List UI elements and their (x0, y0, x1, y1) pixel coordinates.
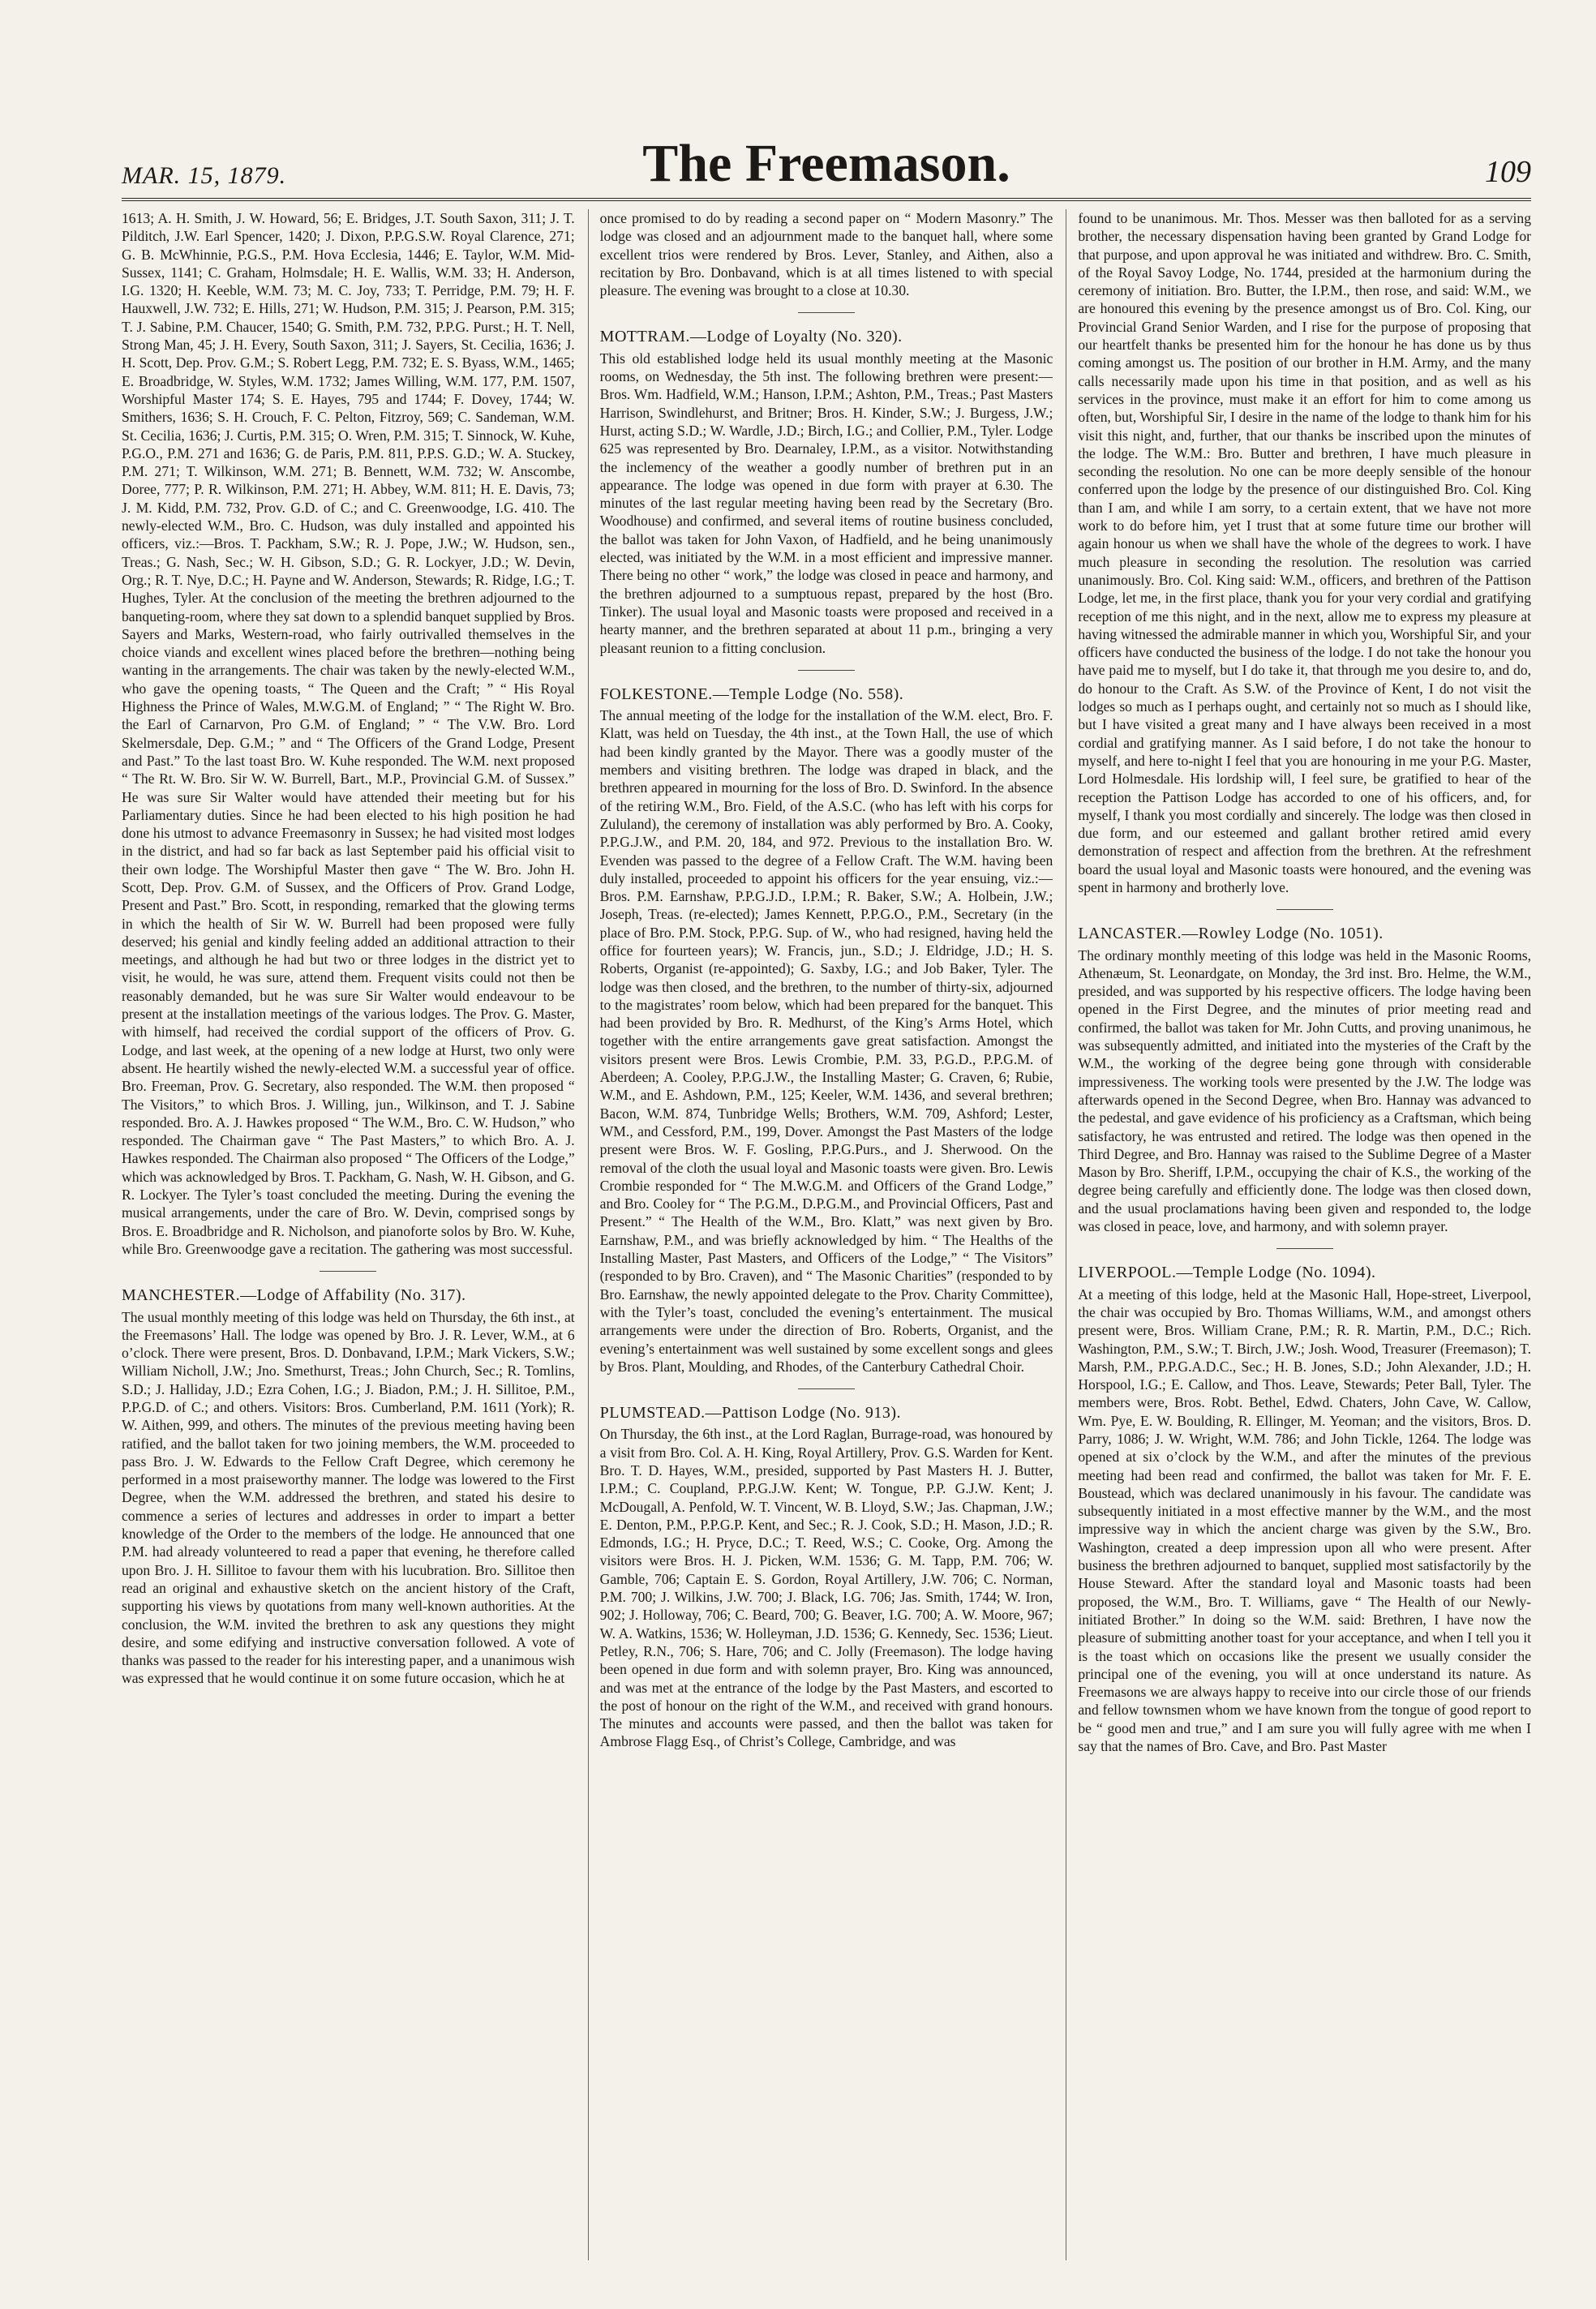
column-2 (588, 209, 1053, 2260)
article-paragraph: On Thursday, the 6th inst., at the Lord Raglan, Burrage-road, was honoured by a visit from Bro. Col. A. H. King, Royal Artillery, Prov. G.S. Warden for Kent. Bro. T. D. Hayes, W.M., presided, supported by Past Masters H. J. Butter, I.P.M.; C. Coupland, P.P.G.J.W. Kent; W. Tongue, P.P. G.J.W. Kent; J. McDougall, A. Penfold, W. T. Vincent, W. B. Lloyd, S.W.; Jas. Chapman, J.W.; E. Denton, P.M., P.P.G.P. Kent, and Sec.; R. J. Cook, S.D.; H. Mason, J.D.; R. Edmonds, I.G.; H. Pryce, D.C.; T. Reed, W.S.; C. Cooke, Org. Among the visitors were Bros. H. J. Picken, W.M. 1536; G. M. Tapp, P.M. 706; W. Gamble, 706; Captain E. S. Gordon, Royal Artillery, J.W. 706; C. Norman, P.M. 700; J. Wilkins, J.W. 700; J. Black, I.G. 706; Jas. Smith, 1744; W. Iron, 902; J. Holloway, 706; C. Beard, 700; G. Beaver, I.G. 700; A. W. Moore, 967; W. A. Watkins, 1536; W. Holleyman, J.D. 1536; G. Kennedy, Sec. 1536; Lieut. Petley, R.N., 706; S. Hare, 706; and C. Jolly (Freemason). The lodge having been opened in due form and with solemn prayer, Bro. King was announced, and was met at the entrance of the lodge by the Past Masters, and escorted to the post of honour on the right of the W.M., and received with grand honours. The minutes and accounts were passed, and then the ballot was taken for Ambrose Flagg Esq., of Christ’s College, Cambridge, and was (599, 1426, 1053, 1750)
article-heading: MANCHESTER.—Lodge of Affability (No. 317). (122, 1286, 466, 1305)
article-columns (122, 209, 1531, 2260)
article-paragraph: The annual meeting of the lodge for the installation of the W.M. elect, Bro. F. Klatt, was held on Tuesday, the 4th inst., at the Town Hall, the use of which had been kindly granted by the Mayor. There was a goodly muster of the members and visiting brethren. The lodge was draped in black, and the brethren appeared in mourning for the loss of Bro. D. Swinford. In the absence of the retiring W.M., Bro. Field, of the A.S.C. (who has left with his corps for Zululand), the ceremony of installation was ably performed by Bro. A. Cooky, P.P.G.J.W., and P.M. 20, 184, and 972. Previous to the installation Bro. W. Evenden was passed to the degree of a Fellow Craft. The W.M. having been duly installed, proceeded to appoint his officers for the year ensuing, viz.:—Bros. P.M. Earnshaw, P.P.G.J.D., I.P.M.; R. Baker, S.W.; A. Holbein, J.W.; Joseph, Treas. (re-elected); James Kennett, P.P.G.O., P.M., Secretary (in the place of Bro. P.M. Stock, P.P.G. Sup. of W., who had resigned, having held the office for fourteen years); W. Francis, jun., S.D.; J. Eldridge, J.D.; H. S. Roberts, Organist (re-appointed); G. Saxby, I.G.; and Job Baker, Tyler. The lodge was then closed, and the brethren, to the number of thirty-six, adjourned to the magistrates’ room below, which had been prepared for the banquet. This had been provided by Bro. R. Medhurst, of the King’s Arms Hotel, which together with the entire arrangements gave great satisfaction. Amongst the visitors present were Bros. Lewis Crombie, P.M. 33, P.G.D., P.P.G.M. of Aberdeen; A. Cooley, P.P.G.J.W., the Installing Master; G. Craven, 6; Rubie, W.M., and E. Ashdown, P.M., 125; Keeler, W.M. 1436, and several brethren; Bacon, W.M. 874, Tunbridge Wells; Brothers, W.M. 709, Ashford; Lester, WM., and Cessford, P.M., 199, Dover. Amongst the Past Masters of the lodge present were Bros. W. F. Gosling, P.P.G.Purs., and J. Sherwood. On the removal of the cloth the usual loyal and Masonic toasts were given. Bro. Lewis Crombie responded for “ The M.W.G.M. and Officers of the Grand Lodge,” and Bro. Cooley for “ The P.G.M., D.P.G.M., and Provincial Officers, Past and Present.” “ The Health of the W.M., Bro. Klatt,” was next given by Bro. Earnshaw, P.M., and was briefly acknowledged by him. “ The Healths of the Installing Master, Past Masters, and Officers of the Lodge,” “ The Visitors” (responded to by Bro. Craven), and “ The Masonic Charities” (responded to by Bro. Earnshaw, the newly appointed delegate to the Prov. Charity Committee), with the Tyler’s toast, concluded the evening’s entertainment. The musical arrangements were under the direction of Bro. Roberts, Organist, and the evening’s entertainment was well sustained by some excellent songs and glees by Bros. Plant, Moulding, and Rhodes, of the Canterbury Cathedral Choir. (599, 707, 1053, 1375)
article-heading: MOTTRAM.—Lodge of Loyalty (No. 320). (599, 328, 903, 346)
publication-title: The Freemason. (642, 134, 1010, 193)
article-paragraph: once promised to do by reading a second paper on “ Modern Masonry.” The lodge was closed and an adjournment made to the banquet hall, where some excellent trios were rendered by Bros. Lever, Stanley, and Aithen, also a recitation by Bro. Donbavand, which is at all times listened to with special pleasure. The evening was brought to a close at 10.30. (599, 210, 1053, 299)
section-divider (798, 312, 855, 313)
article-paragraph: 1613; A. H. Smith, J. W. Howard, 56; E. Bridges, J.T. South Saxon, 311; J. T. Pilditch, J.W. Earl Spencer, 1420; J. Dixon, P.P.G.S.W. Royal Clarence, 271; G. B. McWhinnie, P.G.S., P.M. Hova Ecclesia, 1446; E. Taylor, W.M. Mid-Sussex, 1141; C. Graham, Holmsdale; H. E. Wallis, W.M. 33; H. Anderson, I.G. 1320; H. Keeble, W.M. 73; M. C. Joy, 733; T. Perridge, P.M. 79; H. F. Hauxwell, J.W. 732; E. Hills, 271; W. Hudson, P.M. 315; J. Pearson, P.M. 315; T. J. Sabine, P.M. Chaucer, 1540; G. Smith, P.M. 732, P.P.G. Purst.; H. T. Nell, Strong Man, 45; J. H. Every, South Saxon, 311; J. Sayers, St. Cecilia, 1636; J. H. Scott, Dep. Prov. G.M.; S. Robert Legg, P.M. 732; E. S. Byass, W.M., 1465; E. Broadbridge, W. Styles, W.M. 1732; James Willing, W.M. 177, P.M. 1507, Worshipful Master 174; S. E. Hayes, 795 and 1744; F. Dovey, 1744; W. Smithers, 1636; S. H. Crouch, F. C. Pelton, Fitzroy, 569; C. Sandeman, W.M. St. Cecilia, 1636; J. Curtis, P.M. 315; O. Wren, P.M. 315; T. Sinnock, W. Kuhe, P.G.O., P.M. 271 and 1636; G. de Paris, P.M. 811, P.P.S. G.D.; W. A. Stuckey, P.M. 271; T. Wilkinson, W.M. 271; B. Bennett, W.M. 732; W. Anscombe, Doree, 777; P. R. Wilkinson, P.M. 271; H. Abbey, W.M. 811; H. E. Davis, 73; J. M. Kidd, P.M. 732, Prov. G.D. of C.; and C. Greenwoodge, I.G. 410. The newly-elected W.M., Bro. C. Hudson, was duly installed and appointed his officers, viz.:—Bros. T. Packham, S.W.; R. J. Pope, J.W.; W. Hudson, sen., Treas.; G. Nash, Sec.; W. H. Gibson, S.D.; G. R. Lockyer, J.D.; W. Devin, Org.; R. T. Nye, D.C.; H. Payne and W. Anderson, Stewards; R. Ridge, I.G.; T. Hughes, Tyler. At the conclusion of the meeting the brethren adjourned to the banqueting-room, where they sat down to a splendid banquet supplied by Bros. Sayers and Marks, Western-road, who fairly outrivalled themselves in the choice viands and excellent wines placed before the brethren—nothing being wanting in the arrangements. The chair was taken by the newly-elected W.M., who gave the opening toasts, “ The Queen and the Craft; ” “ His Royal Highness the Prince of Wales, M.W.G.M. of England; ” “ The Right W. Bro. the Earl of Carnarvon, Pro G.M. of England; ” “ The V.W. Bro. Lord Skelmersdale, Dep. G.M.; ” and “ The Officers of the Grand Lodge, Present and Past.” To the last toast Bro. W. Kuhe responded. The W.M. next proposed “ The Rt. W. Bro. Sir W. W. Burrell, Bart., M.P., Provincial G.M. of Sussex.” He was sure Sir Walter would have attended their meeting but for his Parliamentary duties. Since he had been elected to his high position he had done his utmost to advance Freemasonry in Sussex; he had visited most lodges in the district, and had so far back as last September paid his official visit to their own lodge. The Worshipful Master then gave “ The W. Bro. John H. Scott, Dep. Prov. G.M. of Sussex, and the Officers of Prov. Grand Lodge, Present and Past.” Bro. Scott, in responding, remarked that the glowing terms in which the health of Sir W. W. Burrell had been proposed were fully deserved; his genial and kindly feeling added an additional attraction to their meetings, and although he had but two or three lodges in the district yet to visit, he would, he was sure, attend them. Frequent visits could not then be reasonably demanded, but he was sure Sir Walter would endeavour to be present at the installation meetings of the various lodges. The Prov. G. Master, with himself, had received the cordial support of the officers of Prov. G. Lodge, and last week, at the opening of a new lodge at Hurst, two only were absent. He heartily wished the newly-elected W.M. a successful year of office. Bro. Freeman, Prov. G. Secretary, also responded. The W.M. then proposed “ The Visitors,” to which Bros. J. Willing, jun., Wilkinson, and T. J. Sabine responded. Bro. A. J. Hawkes proposed “ The W.M., Bro. C. W. Hudson,” who responded. The Chairman gave “ The Past Masters,” to which Bro. A. J. Hawkes responded. The Chairman also proposed “ The Officers of the Lodge,” which was acknowledged by Bros. T. Packham, G. Nash, W. H. Gibson, and G. R. Lockyer. The Tyler’s toast concluded the meeting. During the evening the musical arrangements, under the care of Bro. W. Devin, comprised songs by Bros. E. Broadbridge and R. Nicholson, and pianoforte solos by Bro. W. Kuhe, while Bro. Greenwoodge gave a recitation. The gathering was most successful. (122, 210, 575, 1257)
header-rule (122, 198, 1531, 201)
column-1 (122, 209, 575, 2260)
page-number: 109 (1485, 155, 1531, 189)
article-heading: LANCASTER.—Rowley Lodge (No. 1051). (1078, 925, 1384, 943)
masthead (122, 134, 1531, 195)
article-paragraph: This old established lodge held its usual monthly meeting at the Masonic rooms, on Wednesday, the 5th inst. The following brethren were present:—Bros. Wm. Hadfield, W.M.; Hanson, I.P.M.; Ashton, P.M., Treas.; Past Masters Harrison, Swindlehurst, and Britner; Bros. H. Kinder, S.W.; J. Burgess, J.W.; Hurst, acting S.D.; W. Wardle, J.D.; Birch, I.G.; and Collier, P.M., Tyler. Lodge 625 was represented by Bro. Dearnaley, I.P.M., as a visitor. Notwithstanding the inclemency of the weather a goodly number of brethren put in an appearance. The lodge was opened in due form with prayer at 6.30. The minutes of the last regular meeting having been read by the Secretary (Bro. Woodhouse) and confirmed, and several items of routine business concluded, the ballot was taken for John Vaxon, of Hadfield, and he being unanimously elected, was initiated by the W.M. in a most efficient and impressive manner. There being no other “ work,” the lodge was closed in peace and harmony, and the brethren adjourned to a sumptuous repast, prepared by the host (Bro. Tinker). The usual loyal and Masonic toasts were proposed and received in a hearty manner, and the brethren separated at about 11 p.m., bringing a very pleasant reunion to a fitting conclusion. (599, 350, 1053, 656)
column-3 (1066, 209, 1531, 2260)
section-divider (798, 670, 855, 671)
section-divider (1276, 909, 1333, 910)
section-divider (1276, 1248, 1333, 1249)
article-heading: FOLKESTONE.—Temple Lodge (No. 558). (599, 685, 904, 703)
article-paragraph: The ordinary monthly meeting of this lodge was held in the Masonic Rooms, Athenæum, St. Leonardgate, on Monday, the 3rd inst. Bro. Helme, the W.M., presided, and was supported by his respective officers. The lodge having been opened in the First Degree, and the minutes of prior meeting read and confirmed, the ballot was taken for Mr. John Cutts, and proving unanimous, he was subsequently admitted, and initiated into the mysteries of the Craft by the W.M., the working of the degree being gone through with considerable impressiveness. The working tools were presented by the J.W. The lodge was afterwards opened in the Second Degree, when Bro. Hannay was advanced to the pedestal, and gave evidence of his proficiency as a Craftsman, which being satisfactory, he was entrusted and retired. The lodge was then opened in the Third Degree, and Bro. Hannay was raised to the Sublime Degree of a Master Mason by Bro. Sheriff, I.P.M., occupying the chair of K.S., the working of the degree being carefully and efficiently done. The lodge was then closed down, and the usual proclamations having been given and responded to, the lodge was closed in peace, love, and harmony, and with solemn prayer. (1078, 946, 1532, 1235)
article-heading: LIVERPOOL.—Temple Lodge (No. 1094). (1078, 1264, 1376, 1282)
article-heading: PLUMSTEAD.—Pattison Lodge (No. 913). (599, 1404, 901, 1423)
article-paragraph: found to be unanimous. Mr. Thos. Messer was then balloted for as a serving brother, the necessary dispensation having been granted by Grand Lodge for that purpose, and upon approval he was initiated and withdrew. Bro. C. Smith, of the Royal Savoy Lodge, No. 1744, presided at the harmonium during the ceremony of initiation. Bro. Butter, the I.P.M., then rose, and said: W.M., we are honoured this evening by the presence amongst us of Bro. Col. King, our Provincial Grand Senior Warden, and I rise for the purpose of proposing that our heartfelt thanks be presented him for the honour he has done us by thus coming amongst us. The position of our brother in H.M. Army, and the many calls necessarily made upon his time in that position, and as well as his services in the province, must make it an effort for him to come among us often, but, Worshipful Sir, I desire in the name of the lodge to thank him for his visit this night, and, further, that our thanks be inscribed upon the minutes of the lodge. The W.M.: Bro. Butter and brethren, I have much pleasure in seconding the resolution. No one can be more deeply sensible of the honour conferred upon the lodge by the presence of our distinguished Bro. Col. King than I am, and while I am sorry, to a certain extent, that we have not more work to do before him, yet I trust that at some future time our brother will again honour us when we shall have the whole of the degrees to work. I have much pleasure in seconding the resolution. The resolution was carried unanimously. Bro. Col. King said: W.M., officers, and brethren of the Pattison Lodge, let me, in the first place, thank you for your very cordial and gratifying reception of me this night, and in the next, allow me to express my pleasure at having witnessed the admirable manner in which you, Worshipful Sir, and your officers have conducted the business of the lodge. I do not take the honour you have paid me to myself, but I do take it, that through me you desire to, and do, do honour to the Craft. As S.W. of the Province of Kent, I do not visit the lodges so much as I perhaps ought, and certainly not so much as I should like, but I have visited a great many and I have always been received in a most cordial and gratifying manner. As I said before, I do not take the honour to myself, and here to-night I feel that you are honouring in me your P.G. Master, Lord Holmesdale. His lordship will, I feel sure, be gratified to hear of the reception the Pattison Lodge has accorded to one of his officers, and, for myself, I thank you most cordially and sincerely. The lodge was then closed in due form, and our esteemed and gallant brother retired amid every demonstration of respect and affection from the brethren. At the refreshment board the usual loyal and Masonic toasts were honoured, and the evening was spent in harmony and brotherly love. (1078, 210, 1532, 895)
issue-date: MAR. 15, 1879. (122, 162, 287, 189)
section-divider (320, 1271, 376, 1272)
section-divider (798, 1388, 855, 1389)
article-paragraph: At a meeting of this lodge, held at the Masonic Hall, Hope-street, Liverpool, the chair was occupied by Bro. Thomas Williams, W.M., and amongst others present were, Bros. William Crane, P.M.; R. R. Martin, P.M., D.C.; Rich. Washington, P.M., S.W.; T. Birch, J.W.; Josh. Wood, Treasurer (Freemason); T. Marsh, P.M., P.P.G.A.D.C., Sec.; H. B. Jones, S.D.; John Alexander, J.D.; H. Horspool, I.G.; E. Callow, and Thos. Leave, Stewards; Peter Ball, Tyler. The members were, Bros. Robt. Bethel, Edwd. Chaters, John Cave, W. Callow, Wm. Pye, E. W. Boulding, R. Ellinger, M. Yeoman; and the visitors, Bros. D. Parry, 1086; J. W. Wright, W.M. 786; and John Tickle, 1264. The lodge was opened at six o’clock by the W.M., and after the minutes of the previous meeting had been read and confirmed, the ballot was taken for Mr. F. E. Boustead, which was declared unanimously in his favour. The candidate was subsequently initiated in a most effective manner by the W.M., and the most impressive way in which the ancient charge was given by the S.W., Bro. Washington, created a deep impression upon all who were present. After business the brethren adjourned to banquet, supplied most satisfactorily by the House Steward. After the standard loyal and Masonic toasts had been proposed, the W.M., Bro. T. Williams, gave “ The Health of our Newly-initiated Brother.” In doing so the W.M. said: Brethren, I have now the pleasure of submitting another toast for your acceptance, and when I tell you it is the toast which on occasions like the present we usually consider the principal one of the evening, you will at once understand its nature. As Freemasons we are always happy to receive into our circle those of our friends and fellow townsmen whom we have known from the tongue of good report to be “ good men and true,” and I am sure you will fully agree with me when I say that the names of Bro. Cave, and Bro. Past Master (1078, 1285, 1532, 1755)
article-paragraph: The usual monthly meeting of this lodge was held on Thursday, the 6th inst., at the Freemasons’ Hall. The lodge was opened by Bro. J. R. Lever, W.M., at 6 o’clock. There were present, Bros. D. Donbavand, I.P.M.; Mark Vickers, S.W.; William Nicholl, J.W.; Jno. Smethurst, Treas.; John Church, Sec.; R. Tomlins, S.D.; J. Halliday, J.D.; Ezra Cohen, I.G.; J. Biadon, P.M.; J. H. Sillitoe, P.M., P.P.G.D. of C.; and others. Visitors: Bros. Cumberland, P.M. 1611 (York); R. W. Aithen, 999, and others. The minutes of the previous meeting having been ratified, and the ballot taken for two joining members, the W.M. proceeded to pass Bro. J. W. Edwards to the Fellow Craft Degree, which ceremony he performed in a most praiseworthy manner. The lodge was lowered to the First Degree, when the W.M. addressed the brethren, and stated his desire to commence a series of lectures and addresses in order to impart a better knowledge of the Order to the members of the lodge. He announced that one P.M. had already volunteered to read a paper that evening, he therefore called upon Bro. J. H. Sillitoe to favour them with his lucubration. Bro. Sillitoe then read an original and exhaustive sketch on the ancient history of the Craft, supporting his views by quotations from many well-known authorities. At the conclusion, the W.M. invited the brethren to ask any questions they might desire, and some edifying and instructive conversation followed. A vote of thanks was passed to the reader for his interesting paper, and a unanimous wish was expressed that he would continue it on some future occasion, which he at (122, 1308, 575, 1687)
